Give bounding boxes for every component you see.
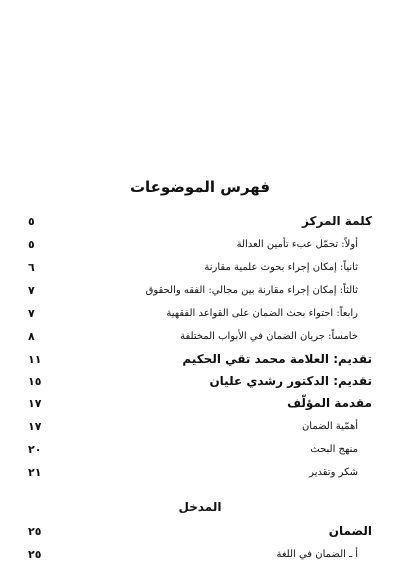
toc-entry-page: ٢٥ <box>28 547 42 561</box>
toc-entry-page: ٨ <box>28 329 35 343</box>
toc-entry-title: كلمة المركز <box>302 214 372 228</box>
toc-entry-page: ١٥ <box>28 374 42 388</box>
toc-entry[interactable] <box>28 543 372 565</box>
toc-entry[interactable] <box>28 325 372 347</box>
toc-entry-title: تقديم: الدكتور رشدي عليان <box>209 374 372 388</box>
toc-entry-title: خامساً: جريان الضمان في الأبواب المختلفة <box>180 330 358 342</box>
toc-entry-title: أ ـ الضمان في اللغة <box>276 548 358 560</box>
toc-entry-title: تقديم: العلامة محمد تقي الحكيم <box>182 352 372 366</box>
toc-entry-title: أولاً: تحمّل عبء تأمين العدالة <box>236 238 358 250</box>
toc-entry[interactable] <box>28 279 372 301</box>
toc-entry-page: ٥ <box>28 237 35 251</box>
toc-entry[interactable] <box>28 438 372 460</box>
toc-entry[interactable] <box>28 520 372 542</box>
toc-entry-page: ٢٥ <box>28 524 42 538</box>
toc-entry[interactable] <box>28 256 372 278</box>
toc-entry-title: رابعاً: احتواء بحث الضمان على القواعد الفقهية <box>166 307 358 319</box>
page-title: فهرس الموضوعات <box>129 178 271 196</box>
toc-entry-page: ١١ <box>28 352 42 366</box>
toc-entry-title: أهمّية الضمان <box>301 420 358 432</box>
toc-entry-title: مقدمة المؤلّف <box>287 396 372 410</box>
toc-entry-page: ٧ <box>28 283 35 297</box>
toc-entry[interactable] <box>28 392 372 414</box>
toc-entry[interactable] <box>28 302 372 324</box>
toc-entry-title: الضمان <box>328 524 372 538</box>
toc-entry[interactable] <box>28 233 372 255</box>
toc-entry-page: ٢٠ <box>28 442 42 456</box>
toc-entry[interactable] <box>28 348 372 370</box>
toc-entry-title: ثالثاً: إمكان إجراء مقارنة بين مجالي: الفقه والحقوق <box>145 284 358 296</box>
toc-entry[interactable] <box>28 210 372 232</box>
toc-entry-title: منهج البحث <box>310 443 358 455</box>
toc-entry-page: ١٧ <box>28 419 42 433</box>
toc-entry-page: ٦ <box>28 260 35 274</box>
toc-entry-page: ٥ <box>28 214 35 228</box>
section-title: المدخل <box>178 500 222 514</box>
toc-entry[interactable] <box>28 415 372 437</box>
toc-entry-title: شكر وتقدير <box>309 466 358 478</box>
toc-entry[interactable] <box>28 461 372 483</box>
toc-entry-title: ثانياً: إمكان إجراء بحوث علمية مقارنة <box>204 261 358 273</box>
toc-entry-page: ٢١ <box>28 465 42 479</box>
toc-entry-page: ٧ <box>28 306 35 320</box>
toc-entry-page: ١٧ <box>28 396 42 410</box>
toc-entry[interactable] <box>28 370 372 392</box>
